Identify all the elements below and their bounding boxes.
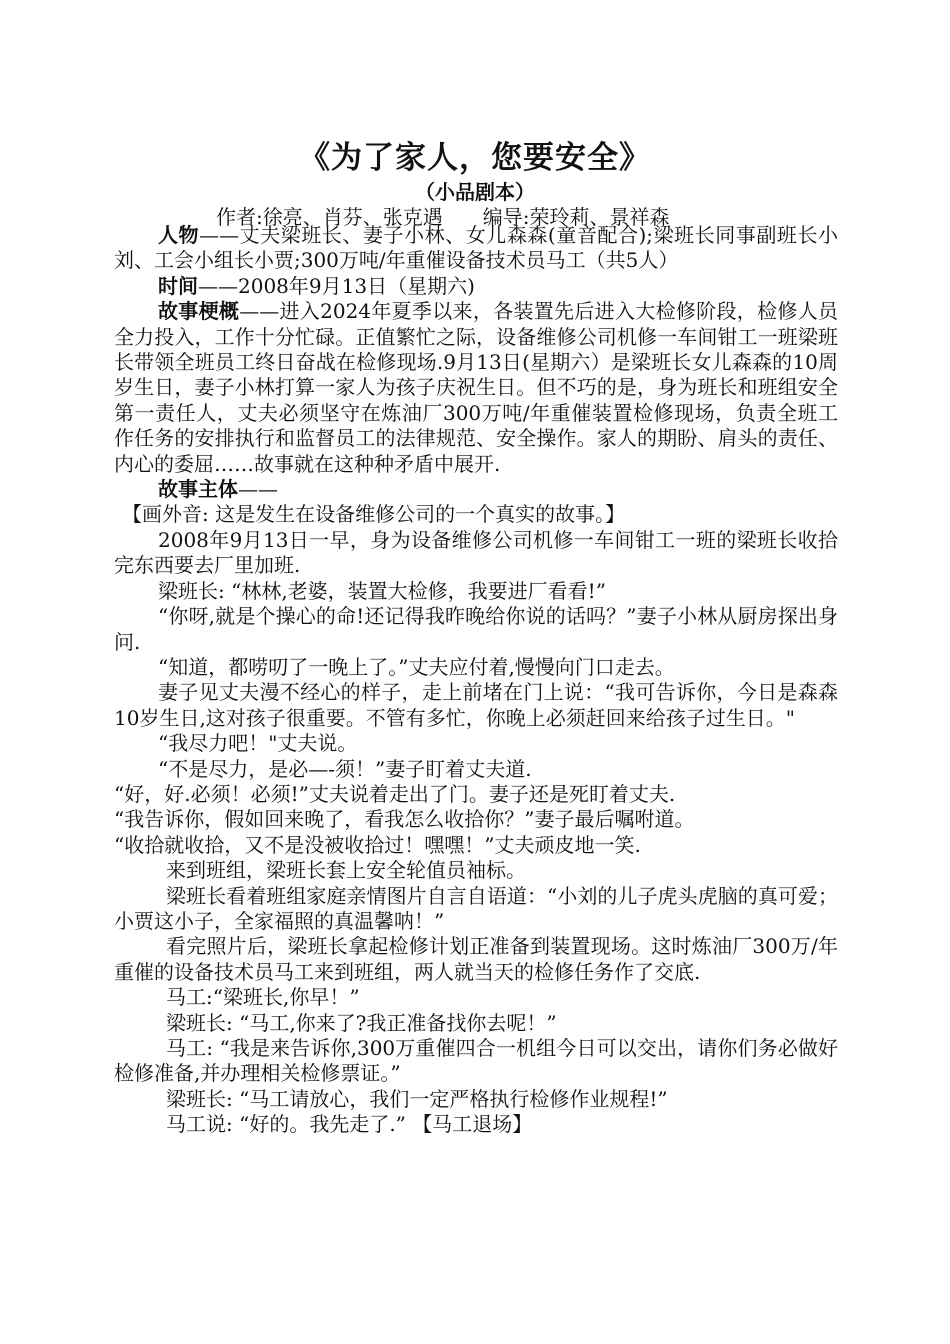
script-line: “我尽力吧！"丈夫说。 (158, 731, 358, 756)
script-line: 梁班长看着班组家庭亲情图片自言自语道：“小刘的儿子虎头虎脑的真可爱；小贾这小子，全家福照的真温馨呐！” (114, 883, 838, 933)
script-line: “你呀,就是个操心的命!还记得我昨晚给你说的话吗？”妻子小林从厨房探出身问. (114, 604, 838, 654)
script-line: 梁班长: “马工请放心，我们一定严格执行检修作业规程!” (166, 1086, 668, 1111)
main-dash: —— (238, 477, 278, 502)
synopsis-paragraph (114, 299, 838, 477)
script-line: 看完照片后，梁班长拿起检修计划正准备到装置现场。这时炼油厂300万/年重催的设备技术员马工来到班组，两人就当天的检修任务作了交底. (114, 934, 838, 984)
script-line: 来到班组，梁班长套上安全轮值员袖标。 (166, 858, 526, 883)
script-line: 妻子见丈夫漫不经心的样子，走上前堵在门上说：“我可告诉你，今日是森森10岁生日,这对孩子很重要。不管有多忙，你晚上必须赶回来给孩子过生日。" (114, 680, 838, 730)
main-label: 故事主体 (158, 477, 238, 502)
script-line: 马工说: “好的。我先走了.” 【马工退场】 (166, 1112, 533, 1137)
directors: 编导:荣玲莉、景祥森 (482, 205, 670, 229)
characters-label: 人物 (158, 223, 200, 247)
characters-paragraph (114, 223, 838, 274)
main-heading (114, 477, 838, 502)
time-text: ——2008年9月13日（星期六) (198, 273, 475, 298)
synopsis-label: 故事梗概 (158, 299, 240, 324)
script-line: 马工:“梁班长,你早！” (166, 985, 360, 1010)
script-body (114, 223, 838, 1138)
script-line: “知道，都唠叨了一晚上了。”丈夫应付着,慢慢向门口走去。 (158, 654, 675, 679)
document-title: 《为了家人，您要安全》 (299, 140, 651, 176)
time-paragraph (114, 274, 838, 299)
characters-text: ——丈夫梁班长、妻子小林、女儿森森(童音配合);梁班长同事副班长小刘、工会小组长小贾;300万吨/年重催设备技术员马工（共5人） (114, 223, 839, 273)
script-line: 梁班长: “马工,你来了?我正准备找你去呢！” (166, 1010, 557, 1035)
script-line: 梁班长: “林林,老婆，装置大检修，我要进厂看看!” (158, 578, 606, 603)
time-label: 时间 (158, 273, 198, 298)
document-subtitle: （小品剧本） (415, 180, 535, 204)
script-line: “我告诉你，假如回来晚了，看我怎么收拾你？”妻子最后嘱咐道。 (114, 807, 695, 832)
script-line: “收拾就收拾，又不是没被收拾过！嘿嘿！”丈夫顽皮地一笑. (114, 832, 641, 857)
script-line: “好，好.必须！必须!”丈夫说着走出了门。妻子还是死盯着丈夫. (114, 781, 676, 806)
script-line: “不是尽力，是必—-须！”妻子盯着丈夫道. (158, 756, 532, 781)
writers: 作者:徐亮、肖芬、张克遇 (216, 205, 443, 229)
script-line: 马工: “我是来告诉你,300万重催四合一机组今日可以交出，请你们务必做好检修准备,并办理相关检修票证。” (114, 1036, 838, 1086)
dialogue-lines (114, 502, 838, 1137)
script-line: 2008年9月13日一早，身为设备维修公司机修一车间钳工一班的梁班长收拾完东西要去厂里加班. (114, 527, 838, 578)
script-line: 【画外音: 这是发生在设备维修公司的一个真实的故事。】 (122, 502, 626, 527)
synopsis-text: ——进入2024年夏季以来，各装置先后进入大检修阶段，检修人员全力投入，工作十分忙碌。正值繁忙之际，设备维修公司机修一车间钳工一班梁班长带领全班员工终日奋战在检修现场.9月13日(星期六）是梁班长女儿森森的10周岁生日，妻子小林打算一家人为孩子庆祝生日。但不巧的是，身为班长和班组安全第一责任人，丈夫必须坚守在炼油厂300万吨/年重催装置检修现场，负责全班工作任务的安排执行和监督员工的法律规范、安全操作。家人的期盼、肩头的责任、内心的委屈……故事就在这种种矛盾中展开. (114, 299, 838, 476)
